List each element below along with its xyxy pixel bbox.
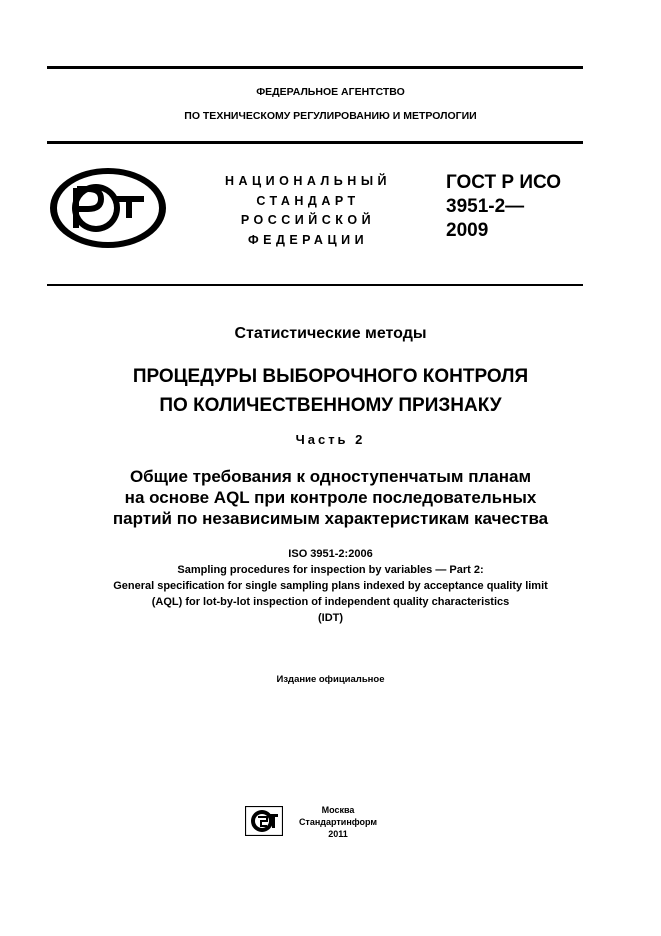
- part-number: Часть 2: [295, 432, 366, 447]
- section-rule: [47, 284, 583, 286]
- publication-year: 2011: [328, 829, 348, 839]
- standard-type-line2: СТАНДАРТ: [256, 194, 360, 208]
- standard-designation-line2: 3951-2—: [446, 196, 525, 217]
- publisher-name: Стандартинформ: [298, 817, 378, 827]
- standard-type-line1: НАЦИОНАЛЬНЫЙ: [224, 174, 392, 188]
- title-series: Статистические методы: [234, 325, 427, 342]
- agency-name-line1: ФЕДЕРАЛЬНОЕ АГЕНТСТВО: [256, 86, 405, 98]
- subtitle-line2: на основе AQL при контроле последовательных: [124, 488, 537, 507]
- standard-type-line4: ФЕДЕРАЦИИ: [247, 233, 369, 247]
- iso-number: ISO 3951-2:2006: [288, 548, 373, 560]
- header-rule: [47, 141, 583, 144]
- standartinform-logo-icon: [245, 806, 283, 841]
- gost-r-certification-mark-icon: [48, 166, 168, 255]
- subtitle-line3: партий по независимым характеристикам качества: [112, 509, 549, 528]
- main-title-line2: ПО КОЛИЧЕСТВЕННОМУ ПРИЗНАКУ: [159, 395, 502, 416]
- agency-name-line2: ПО ТЕХНИЧЕСКОМУ РЕГУЛИРОВАНИЮ И МЕТРОЛОГИИ: [184, 110, 477, 122]
- standard-designation-line1: ГОСТ Р ИСО: [446, 172, 562, 193]
- iso-title-line3: (AQL) for lot-by-lot inspection of independent quality characteristics: [151, 596, 510, 608]
- edition-label: Издание официальное: [276, 674, 385, 685]
- top-rule: [47, 66, 583, 69]
- iso-title-line2: General specification for single sampling plans indexed by acceptance quality limit: [113, 580, 548, 592]
- iso-title-line1: Sampling procedures for inspection by variables — Part 2:: [177, 564, 484, 576]
- main-title-line1: ПРОЦЕДУРЫ ВЫБОРОЧНОГО КОНТРОЛЯ: [132, 366, 529, 387]
- publisher-city: Москва: [321, 805, 355, 815]
- standard-type-line3: РОССИЙСКОЙ: [240, 213, 376, 227]
- subtitle-line1: Общие требования к одноступенчатым планам: [129, 467, 532, 486]
- standard-designation-line3: 2009: [446, 220, 489, 241]
- iso-equivalence: (IDT): [317, 612, 344, 624]
